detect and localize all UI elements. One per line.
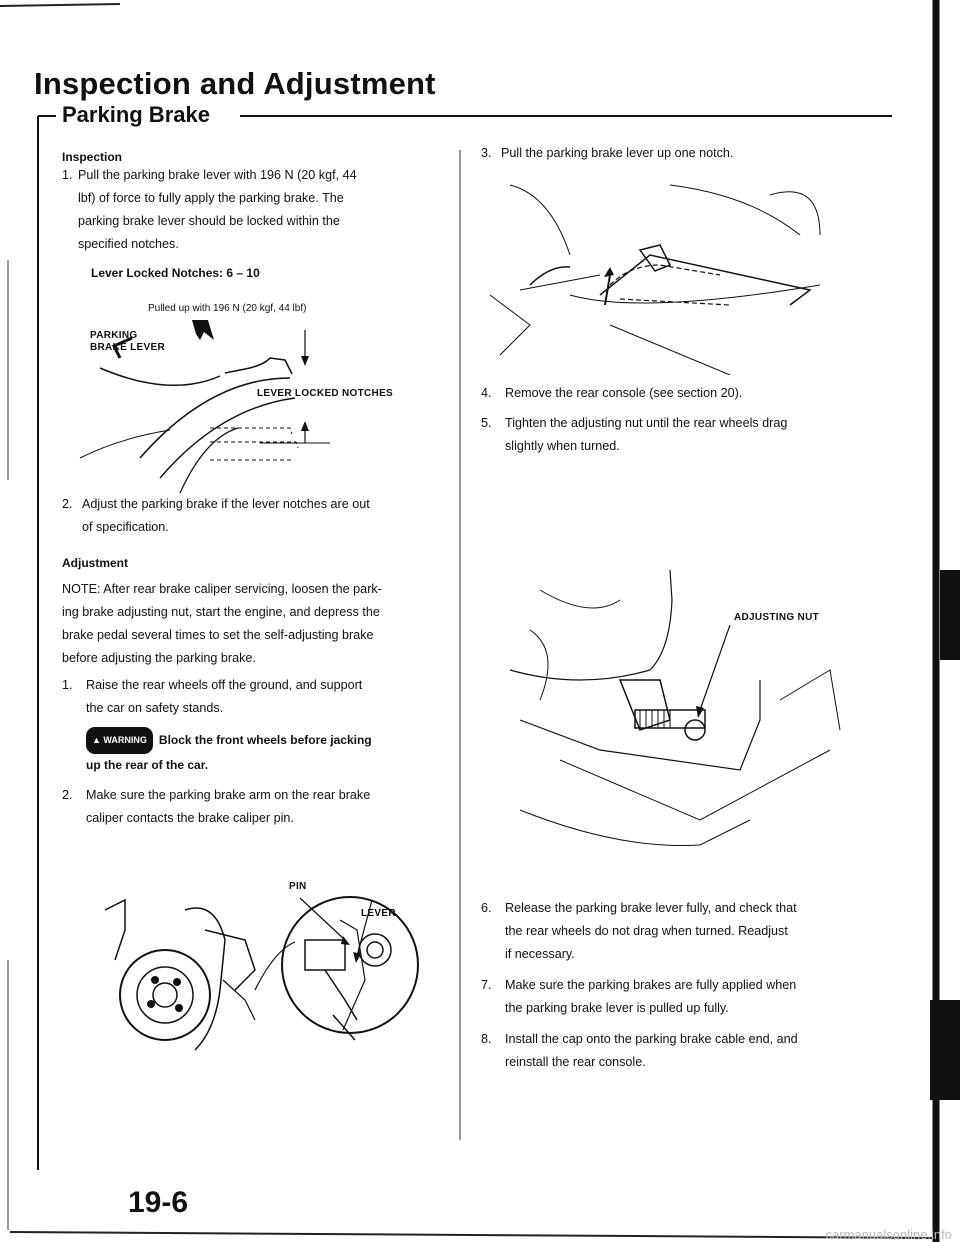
step-line: Pull the parking brake lever up one notch.	[501, 146, 734, 160]
adjustment-step-6	[481, 897, 876, 966]
note-line: NOTE: After rear brake caliper servicing, loosen the park-	[62, 582, 382, 596]
step-line: Install the cap onto the parking brake cable end, and	[505, 1032, 798, 1046]
step-number: 1.	[62, 168, 73, 182]
label-brake-lever: BRAKE LEVER	[90, 342, 165, 353]
footer-watermark: carmanualsonline.info	[825, 1227, 952, 1242]
step-line: Release the parking brake lever fully, and check that	[505, 901, 797, 915]
figure-caption: Pulled up with 196 N (20 kgf, 44 lbf)	[148, 303, 307, 314]
step-line: Raise the rear wheels off the ground, and support	[86, 678, 363, 692]
lever-notch-figure	[490, 175, 850, 375]
step-line: Adjust the parking brake if the lever notches are out	[82, 497, 370, 511]
step-number: 7.	[481, 978, 492, 992]
step-line: of specification.	[82, 520, 169, 534]
adjustment-step-1	[62, 674, 447, 720]
step-line: specified notches.	[78, 237, 179, 251]
step-line: Make sure the parking brake arm on the rear brake	[86, 788, 371, 802]
note-line: before adjusting the parking brake.	[62, 651, 256, 665]
inspection-step-1	[62, 164, 442, 256]
step-line: Tighten the adjusting nut until the rear wheels drag	[505, 416, 788, 430]
warning-box	[86, 727, 446, 777]
step-line: caliper contacts the brake caliper pin.	[86, 811, 294, 825]
step-line: parking brake lever should be locked within the	[78, 214, 340, 228]
step-line: reinstall the rear console.	[505, 1055, 646, 1069]
label-lever: LEVER	[361, 908, 396, 919]
brake-caliper-figure	[95, 870, 425, 1070]
section-subtitle: Parking Brake	[62, 102, 210, 127]
step-line: the car on safety stands.	[86, 701, 224, 715]
spec-notches: Lever Locked Notches: 6 – 10	[91, 266, 260, 280]
step-number: 8.	[481, 1032, 492, 1046]
adjustment-step-5	[481, 412, 876, 458]
inspection-heading: Inspection	[62, 150, 123, 164]
step-line: Make sure the parking brakes are fully applied when	[505, 978, 797, 992]
adjustment-step-7	[481, 974, 876, 1020]
step-number: 1.	[62, 678, 73, 692]
adjustment-step-4	[481, 382, 871, 405]
step-number: 3.	[481, 146, 492, 160]
adjustment-step-8	[481, 1028, 876, 1074]
warning-badge: ▲ WARNING	[86, 727, 153, 754]
warning-text: Block the front wheels before jacking	[158, 733, 372, 747]
step-line: the rear wheels do not drag when turned. Readjust	[505, 924, 788, 938]
page-number: 19-6	[128, 1186, 189, 1219]
step-number: 2.	[62, 788, 73, 802]
label-parking: PARKING	[90, 330, 138, 341]
step-line: Remove the rear console (see section 20).	[505, 386, 743, 400]
arrow-icon	[188, 318, 218, 348]
warning-text: up the rear of the car.	[86, 758, 209, 772]
label-adjusting-nut: ADJUSTING NUT	[734, 612, 820, 623]
step-line: slightly when turned.	[505, 439, 620, 453]
step-number: 6.	[481, 901, 492, 915]
page-title: Inspection and Adjustment	[34, 66, 436, 101]
step-number: 2.	[62, 497, 73, 511]
adjusting-nut-figure	[500, 560, 850, 880]
step-number: 4.	[481, 386, 492, 400]
label-pin: PIN	[289, 881, 307, 892]
inspection-step-2	[62, 493, 447, 539]
step-line: the parking brake lever is pulled up fully.	[505, 1001, 729, 1015]
adjustment-step-3	[481, 142, 871, 165]
label-lever-locked-notches: LEVER LOCKED NOTCHES	[257, 388, 394, 399]
adjustment-step-2	[62, 784, 447, 830]
step-line: lbf) of force to fully apply the parking brake. The	[78, 191, 344, 205]
note-line: ing brake adjusting nut, start the engine, and depress the	[62, 605, 380, 619]
step-line: if necessary.	[505, 947, 575, 961]
note-line: brake pedal several times to set the self-adjusting brake	[62, 628, 374, 642]
note-paragraph	[62, 578, 452, 670]
step-number: 5.	[481, 416, 492, 430]
step-line: Pull the parking brake lever with 196 N (20 kgf, 44	[78, 168, 357, 182]
adjustment-heading: Adjustment	[62, 556, 128, 570]
